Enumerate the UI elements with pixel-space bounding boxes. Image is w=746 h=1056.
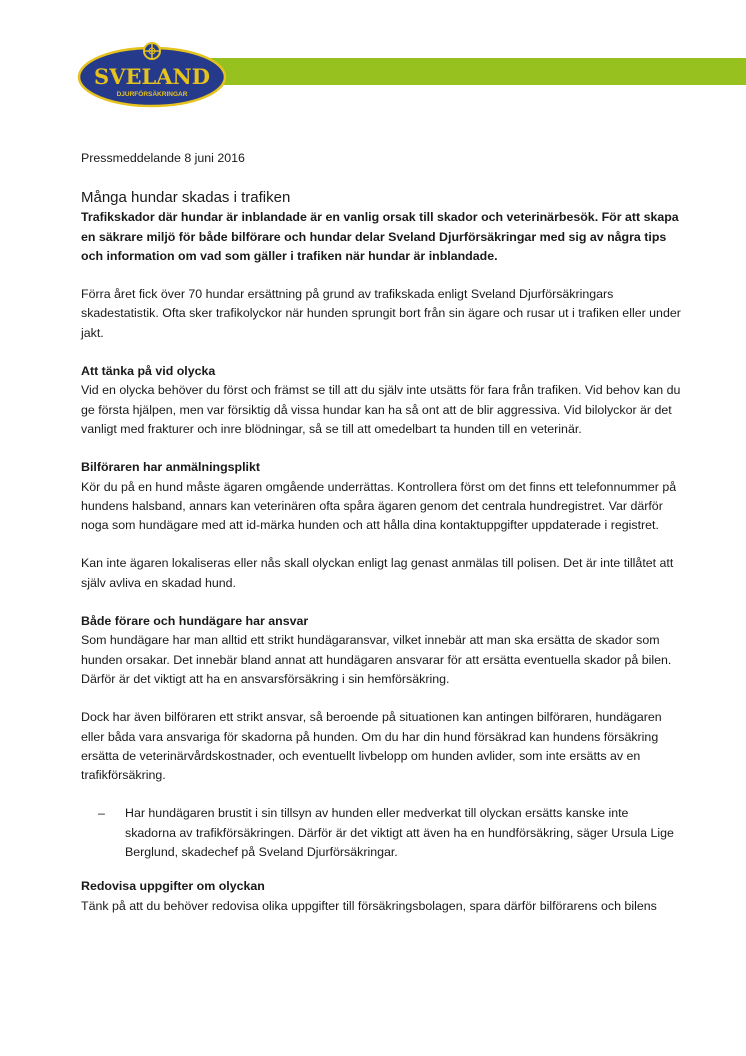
dateline: Pressmeddelande 8 juni 2016	[81, 151, 245, 165]
lead-paragraph: Trafikskador där hundar är inblandade är en vanlig orsak till skador och veterinärbesök. För att skapa en säkrare miljö för både bilförare och hundar delar Sveland Djurförsäkringar med sig av några tips och information om vad som gäller i trafiken när hundar är inblandade.	[81, 210, 679, 263]
section-text-reporting-police: Kan inte ägaren lokaliseras eller nås skall olyckan enligt lag genast anmälas till polisen. Det är inte tillåtet att själv avliva en skadad hund.	[81, 556, 674, 590]
section-heading-reporting: Bilföraren har anmälningsplikt	[81, 460, 261, 475]
dash-bullet-icon: –	[98, 806, 105, 821]
section-heading-accident: Att tänka på vid olycka	[81, 364, 216, 379]
section-heading-report-details: Redovisa uppgifter om olyckan	[81, 879, 265, 894]
page-title: Många hundar skadas i trafiken	[81, 189, 291, 207]
intro-paragraph: Förra året fick över 70 hundar ersättning på grund av trafikskada enligt Sveland Djurförsäkringars skadestatistik. Ofta sker trafikolyckor när hunden sprungit bort från sin ägare och rusar ut i trafiken eller under jakt.	[81, 287, 681, 340]
section-text-responsibility-driver: Dock har även bilföraren ett strikt ansvar, så beroende på situationen kan antingen bilföraren, hundägaren eller båda vara ansvariga för skadorna på hunden. Om du har din hund försäkrad kan hundens försäkring ersätta de veterinärvårdskostnader, och eventuellt livbelopp om hunden avlider, som inte ersätts av en trafikförsäkring.	[81, 710, 662, 783]
list-item	[81, 804, 681, 862]
section-text-responsibility: Som hundägare har man alltid ett strikt hundägaransvar, vilket innebär att man ska ersätta de skador som hunden orsakar. Det innebär bland annat att hundägaren ansvarar för att ersätta eventuella skador på bilen. Därför är det viktigt att ha en ansvarsförsäkring i sin hemförsäkring.	[81, 633, 672, 686]
press-release-body	[81, 149, 681, 916]
logo-subtitle: DJURFÖRSÄKRINGAR	[116, 91, 188, 98]
logo-wordmark: SVELAND	[94, 64, 210, 89]
section-text-reporting: Kör du på en hund måste ägaren omgående underrättas. Kontrollera först om det finns ett telefonnummer på hundens halsband, annars kan veterinären ofta spåra ägaren genom det centrala hundregistret. Var därför noga som hundägare med att id-märka hunden och att hålla dina kontaktuppgifter uppdaterade i registret.	[81, 479, 677, 533]
section-text-report-details: Tänk på att du behöver redovisa olika uppgifter till försäkringsbolagen, spara därför bilförarens och bilens	[81, 898, 657, 913]
logo-graphic	[76, 41, 228, 109]
header-color-band	[140, 58, 746, 85]
bullet-list	[81, 804, 681, 862]
sveland-logo	[76, 41, 228, 109]
bullet-text: Har hundägaren brustit i sin tillsyn av hunden eller medverkat till olyckan ersätts kanske inte skadorna av trafikförsäkringen. Därför är det viktigt att även ha en hundförsäkring, säger Ursula Lige Berglund, skadechef på Sveland Djurförsäkringar.	[125, 806, 674, 860]
section-heading-responsibility: Både förare och hundägare har ansvar	[81, 614, 309, 629]
section-text-accident: Vid en olycka behöver du först och främst se till att du själv inte utsätts för fara från trafiken. Vid behov kan du ge första hjälpen, men var försiktig då vissa hundar kan ha så ont att de blir aggressiva. Vid bilolyckor är det vanligt med frakturer och inre blödningar, så se till att omedelbart ta hunden till en veterinär.	[81, 383, 681, 436]
